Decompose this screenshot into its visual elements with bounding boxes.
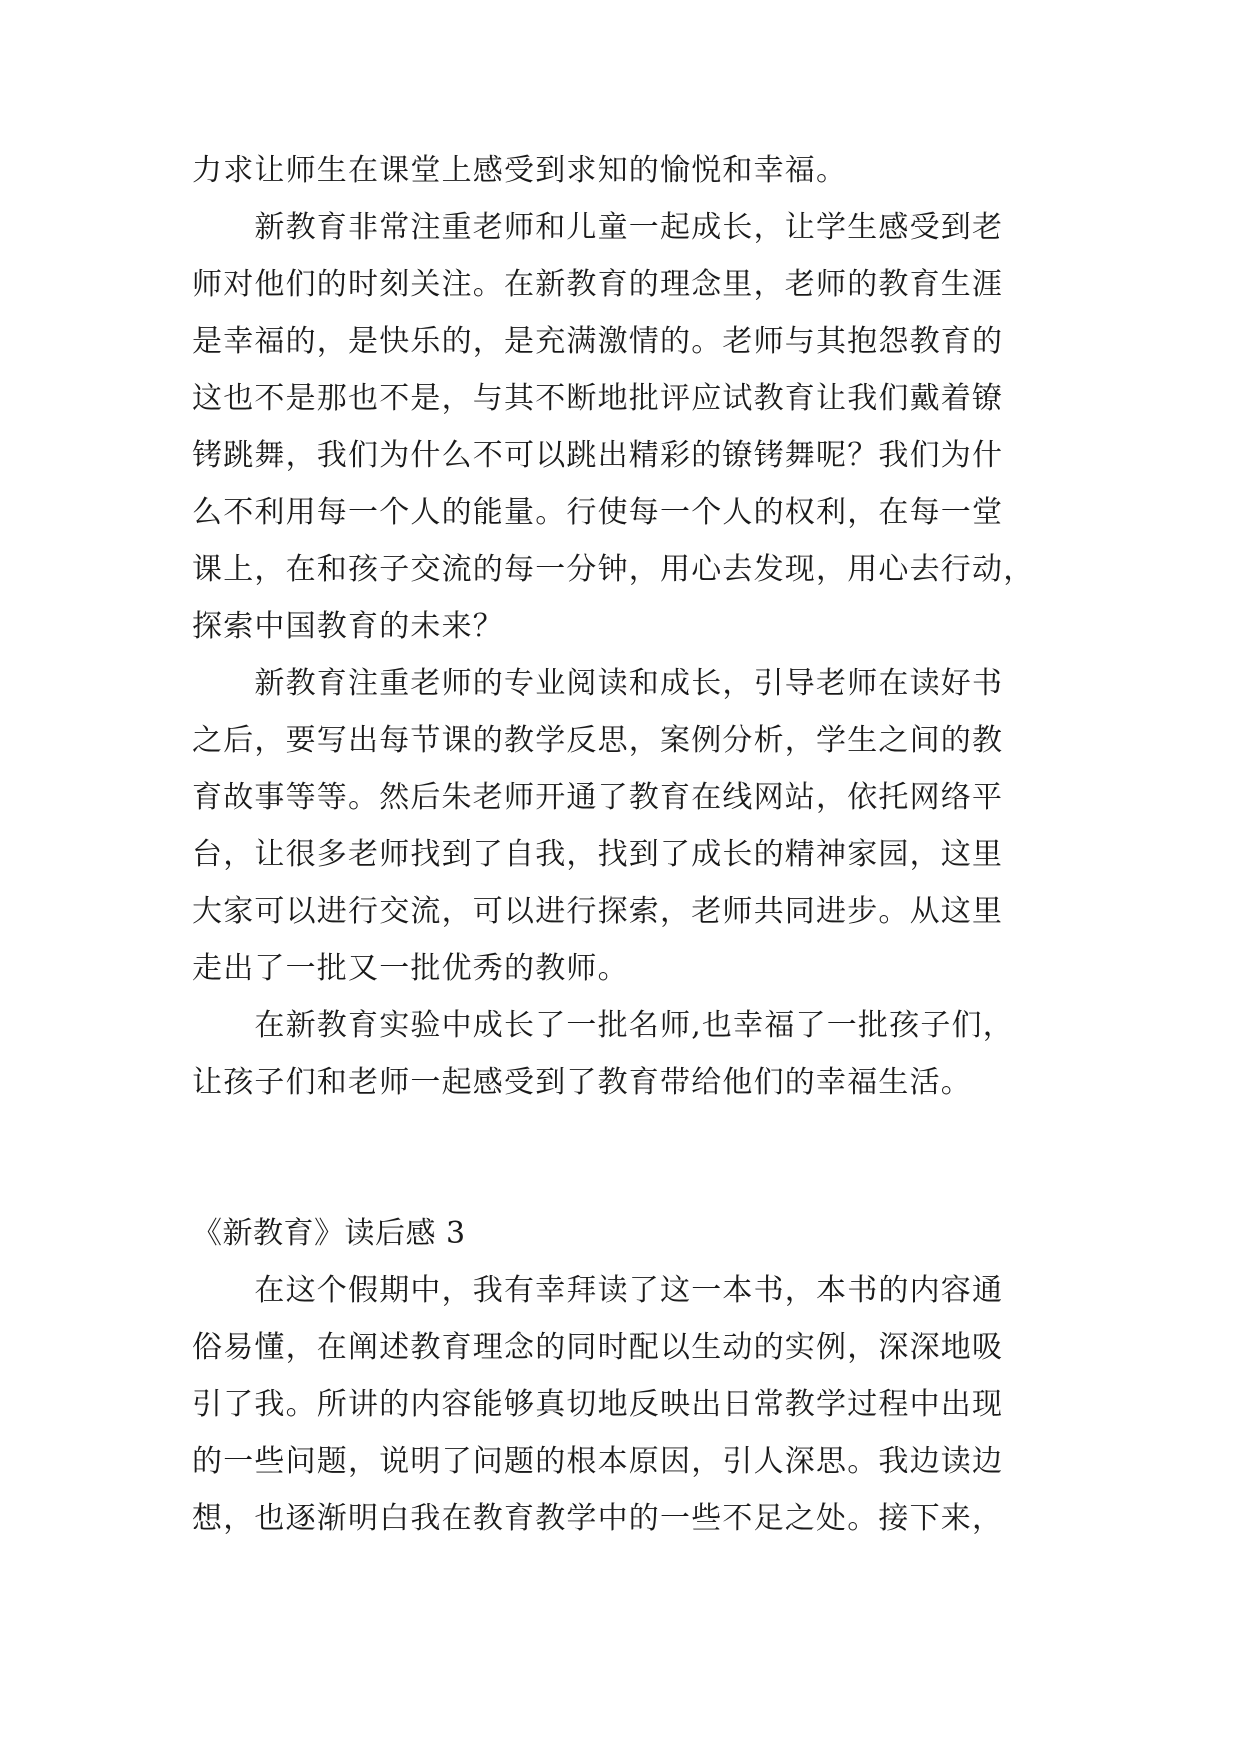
section-heading: 《新教育》读后感 3 — [192, 1216, 466, 1251]
text-line: 新教育注重老师的专业阅读和成长，引导老师在读好书 — [192, 666, 1004, 701]
text-line: 之后，要写出每节课的教学反思，案例分析，学生之间的教 — [192, 723, 1004, 758]
text-line: 在新教育实验中成长了一批名师,也幸福了一批孩子们， — [192, 1008, 1014, 1043]
body-text-block-2 — [192, 1262, 1062, 1547]
text-line: 师对他们的时刻关注。在新教育的理念里，老师的教育生涯 — [192, 267, 1004, 302]
text-line: 让孩子们和老师一起感受到了教育带给他们的幸福生活。 — [192, 1065, 972, 1100]
text-line: 新教育非常注重老师和儿童一起成长，让学生感受到老 — [192, 210, 1004, 245]
text-line: 走出了一批又一批优秀的教师。 — [192, 951, 629, 986]
text-line: 大家可以进行交流，可以进行探索，老师共同进步。从这里 — [192, 894, 1004, 929]
text-line: 这也不是那也不是，与其不断地批评应试教育让我们戴着镣 — [192, 381, 1004, 416]
text-line: 引了我。所讲的内容能够真切地反映出日常教学过程中出现 — [192, 1387, 1004, 1422]
text-line: 想，也逐渐明白我在教育教学中的一些不足之处。接下来， — [192, 1501, 1004, 1536]
text-line: 么不利用每一个人的能量。行使每一个人的权利，在每一堂 — [192, 495, 1004, 530]
text-line: 的一些问题，说明了问题的根本原因，引人深思。我边读边 — [192, 1444, 1004, 1479]
text-line: 探索中国教育的未来？ — [192, 609, 504, 644]
text-line: 在这个假期中，我有幸拜读了这一本书，本书的内容通 — [192, 1273, 1004, 1308]
text-line: 铐跳舞，我们为什么不可以跳出精彩的镣铐舞呢？我们为什 — [192, 438, 1004, 473]
text-line: 台，让很多老师找到了自我，找到了成长的精神家园，这里 — [192, 837, 1004, 872]
text-line: 是幸福的，是快乐的，是充满激情的。老师与其抱怨教育的 — [192, 324, 1004, 359]
text-line: 俗易懂，在阐述教育理念的同时配以生动的实例，深深地吸 — [192, 1330, 1004, 1365]
body-text-block-1 — [192, 142, 1062, 1111]
text-line: 力求让师生在课堂上感受到求知的愉悦和幸福。 — [192, 153, 848, 188]
text-line: 育故事等等。然后朱老师开通了教育在线网站，依托网络平 — [192, 780, 1004, 815]
text-line: 课上，在和孩子交流的每一分钟，用心去发现，用心去行动， — [192, 552, 1035, 587]
